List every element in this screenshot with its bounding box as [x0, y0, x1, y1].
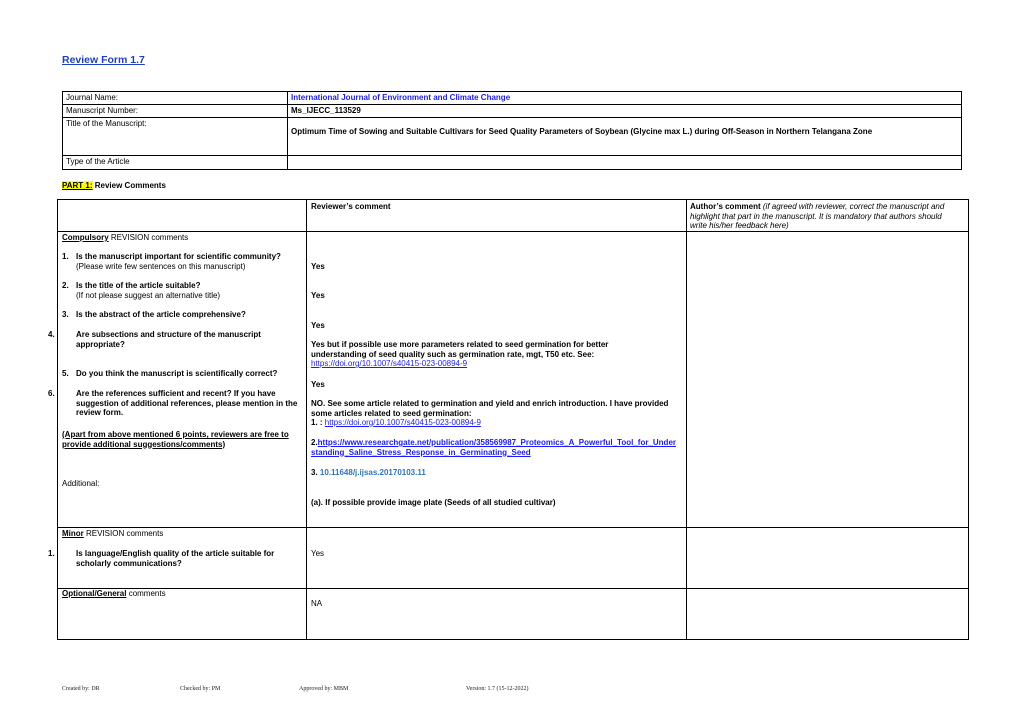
footer-version: Version: 1.7 (15-12-2022)	[466, 686, 529, 692]
article-type-label: Type of the Article	[63, 156, 288, 170]
reference-1-link[interactable]: https://doi.org/10.1007/s40415-023-00894-9	[324, 418, 481, 427]
article-type-value[interactable]	[288, 156, 962, 170]
additional-label: Additional:	[62, 479, 100, 488]
reference-2-link[interactable]: https://www.researchgate.net/publication/358569987_Proteomics_A_Powerful_Tool_for_Understanding_Saline_Stress_Response_in_Germinating_Seed	[311, 438, 676, 457]
minor-question-1: 1. Is language/English quality of the article suitable for scholarly communications?	[48, 549, 275, 568]
reference-3: 3. 10.11648/j.ijsas.20170103.11	[311, 468, 426, 477]
journal-label: Journal Name:	[63, 92, 288, 105]
answer-3: Yes	[311, 321, 325, 330]
question-3: 3. Is the abstract of the article comprehensive?	[62, 310, 246, 319]
apart-note: (Apart from above mentioned 6 points, reviewers are free to provide additional suggestions/comments)	[62, 430, 289, 449]
minor-answer-1: Yes	[311, 549, 325, 558]
reference-2: 2.https://www.researchgate.net/publication/358569987_Proteomics_A_Powerful_Tool_for_Understanding_Saline_Stress_Response_in_Germinating_Seed	[311, 438, 676, 457]
manuscript-number-label: Manuscript Number:	[63, 105, 288, 118]
footer-checked-by: Checked by: PM	[180, 686, 221, 692]
question-4: 4. Are subsections and structure of the manuscript appropriate?	[48, 330, 261, 349]
compulsory-heading: Compulsory REVISION comments	[62, 233, 189, 242]
footer-created-by: Created by: DR	[62, 686, 100, 692]
answer-2: Yes	[311, 291, 325, 300]
manuscript-info-table	[62, 91, 962, 170]
author-comment-header: Author’s comment (if agreed with reviewer, correct the manuscript and highlight that part in the manuscript. It is mandatory that authors should write his/her feedback here)	[690, 202, 945, 230]
question-2: 2. Is the title of the article suitable? (If not please suggest an alternative title)	[62, 281, 221, 300]
minor-heading: Minor REVISION comments	[62, 529, 164, 538]
journal-value[interactable]: International Journal of Environment and Climate Change	[288, 92, 962, 105]
footer-approved-by: Approved by: MBM	[299, 686, 349, 692]
additional-answer: (a). If possible provide image plate (Seeds of all studied cultivar)	[311, 498, 556, 507]
reviewer-comment-header: Reviewer’s comment	[311, 202, 391, 211]
optional-heading: Optional/General comments	[62, 589, 166, 598]
manuscript-title-value: Optimum Time of Sowing and Suitable Cultivars for Seed Quality Parameters of Soybean (Glycine max L.) during Off-Season in Northern Telangana Zone	[288, 118, 962, 156]
question-5: 5. Do you think the manuscript is scientifically correct?	[62, 369, 278, 378]
reference-3-doi[interactable]: 10.11648/j.ijsas.20170103.11	[319, 468, 426, 477]
answer-5: Yes	[311, 380, 325, 389]
answer-4: Yes but if possible use more parameters related to seed germination for better understanding of seed quality such as germination rate, mgt, T50 etc. See: https://doi.org/10.1007/s40415-023-00894-9	[311, 340, 609, 368]
question-1: 1. Is the manuscript important for scientific community? (Please write few sentences on this manuscript)	[62, 252, 281, 271]
question-6: 6. Are the references sufficient and recent? If you have suggestion of additional references, please mention in the review form.	[48, 389, 298, 417]
answer-6: NO. See some article related to germination and yield and enrich introduction. I have provided some articles related to seed germination: 1. : https://doi.org/10.1007/s40415-023-00894-9	[311, 399, 669, 427]
manuscript-number-value: Ms_IJECC_113529	[288, 105, 962, 118]
form-title: Review Form 1.7	[62, 54, 145, 66]
manuscript-title-label: Title of the Manuscript:	[63, 118, 288, 156]
part1-label: Review Comments	[92, 181, 166, 190]
part1-heading	[62, 181, 166, 190]
answer-1: Yes	[311, 262, 325, 271]
optional-answer: NA	[311, 599, 323, 608]
part1-prefix: PART 1:	[62, 181, 93, 190]
review-comments-table	[48, 199, 969, 640]
answer-4-link[interactable]: https://doi.org/10.1007/s40415-023-00894-9	[311, 359, 468, 368]
